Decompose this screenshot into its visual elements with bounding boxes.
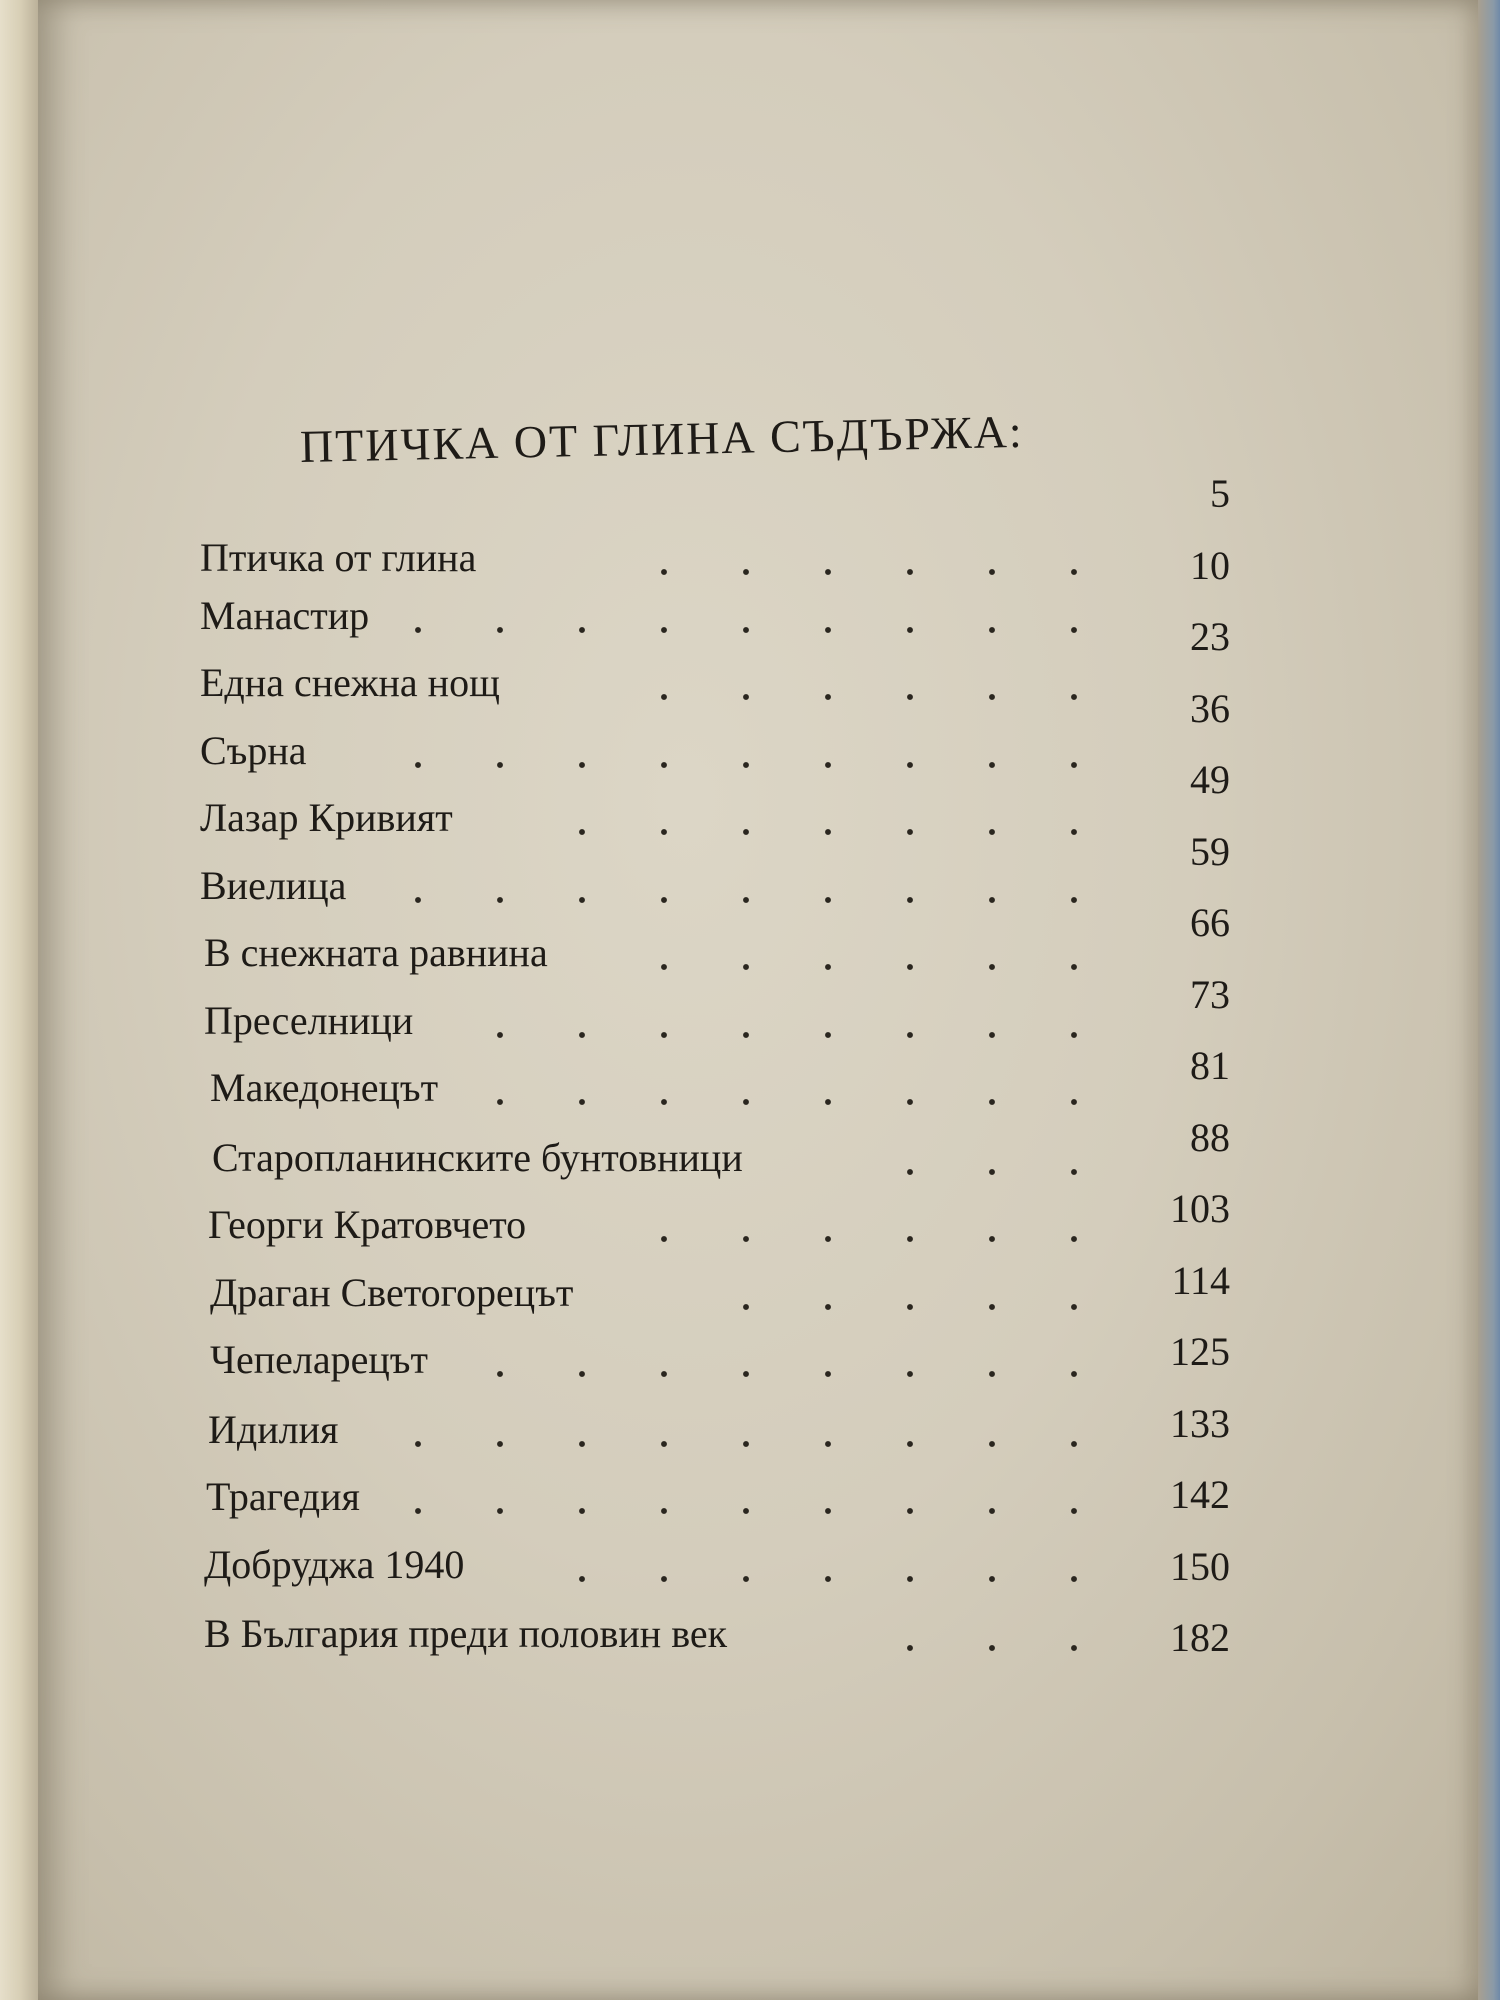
- toc-page-number: 125: [1170, 1329, 1230, 1374]
- toc-page-number: 49: [1190, 757, 1230, 802]
- toc-entry: [200, 1400, 1230, 1468]
- toc-dot-leader: [623, 1235, 1115, 1243]
- toc-entry-title: Идилия: [208, 1406, 339, 1452]
- toc-page-number: 103: [1170, 1186, 1230, 1231]
- toc-page-number: 73: [1190, 971, 1230, 1017]
- toc-dot-leader: [862, 1168, 1115, 1176]
- toc-entry-title: Чепеларецът: [210, 1337, 428, 1382]
- toc-entry: [200, 971, 1230, 1043]
- toc-dot-leader: [874, 1644, 1115, 1652]
- toc-entry: [200, 685, 1230, 773]
- toc-entry: [200, 1186, 1230, 1253]
- toc-page-number: 133: [1170, 1400, 1230, 1446]
- toc-entry-title: В снежната равнина: [204, 930, 548, 975]
- toc-entry-title: В България преди половин век: [204, 1611, 728, 1656]
- toc-entry-title: Старопланинските бунтовници: [212, 1134, 743, 1180]
- toc-entry: [200, 1114, 1230, 1182]
- toc-page-number: 142: [1170, 1472, 1230, 1517]
- toc-entry: [200, 1472, 1230, 1539]
- toc-page-number: 66: [1190, 900, 1230, 945]
- toc-page-number: 23: [1190, 614, 1230, 659]
- toc-page-number: 88: [1190, 1114, 1230, 1160]
- toc-entry: [200, 1611, 1230, 1682]
- toc-page-number: 59: [1190, 828, 1230, 874]
- toc-page-number: 5: [1210, 471, 1230, 516]
- toc-entry-title: Добруджа 1940: [204, 1541, 465, 1587]
- toc-entry: [200, 757, 1230, 840]
- toc-entry-title: Сърна: [200, 727, 307, 773]
- toc-page-number: 81: [1190, 1043, 1230, 1088]
- toc-entry-title: Георги Кратовчето: [208, 1202, 527, 1247]
- toc-page-number: 182: [1170, 1615, 1230, 1660]
- toc-dot-leader: [539, 1575, 1115, 1583]
- toc-dot-leader: [469, 1031, 1115, 1039]
- toc-dot-leader: [485, 1370, 1115, 1378]
- toc-page-number: 36: [1190, 685, 1230, 731]
- toc-page-number: 150: [1170, 1543, 1230, 1589]
- toc-dot-leader: [680, 1303, 1115, 1311]
- toc-entry-title: Драган Светогорецът: [210, 1269, 574, 1315]
- table-surface: [1478, 0, 1500, 2000]
- left-page-edge: [0, 0, 40, 2000]
- toc-dot-leader: [406, 1507, 1115, 1515]
- toc-entry-title: Преселници: [204, 997, 414, 1043]
- toc-entry: [200, 1257, 1230, 1325]
- toc-dot-leader: [385, 896, 1115, 904]
- toc-entry-title: Трагедия: [206, 1474, 360, 1519]
- toc-entry-title: Македонецът: [210, 1065, 439, 1110]
- toc-entry-title: Виелица: [200, 862, 347, 908]
- page-title: ПТИЧКА ОТ ГЛИНА СЪДЪРЖА:: [299, 405, 1025, 472]
- toc-dot-leader: [634, 963, 1115, 971]
- toc-entry-title: Птичка от глина: [200, 535, 477, 580]
- toc-entry: [200, 900, 1230, 975]
- toc-dot-leader: [378, 1440, 1115, 1448]
- toc-page-number: 10: [1190, 542, 1230, 588]
- toc-entry-title: Манастир: [200, 592, 370, 638]
- toc-entry: [200, 1541, 1230, 1611]
- toc-entry-title: Лазар Кривият: [200, 795, 453, 840]
- toc-entry: [200, 1329, 1230, 1396]
- toc-entry-title: Една снежна нощ: [200, 660, 500, 705]
- toc-page-number: 114: [1171, 1257, 1230, 1303]
- toc-entry: [200, 828, 1230, 908]
- toc-entry: [200, 1043, 1230, 1110]
- toc-dot-leader: [495, 1098, 1115, 1106]
